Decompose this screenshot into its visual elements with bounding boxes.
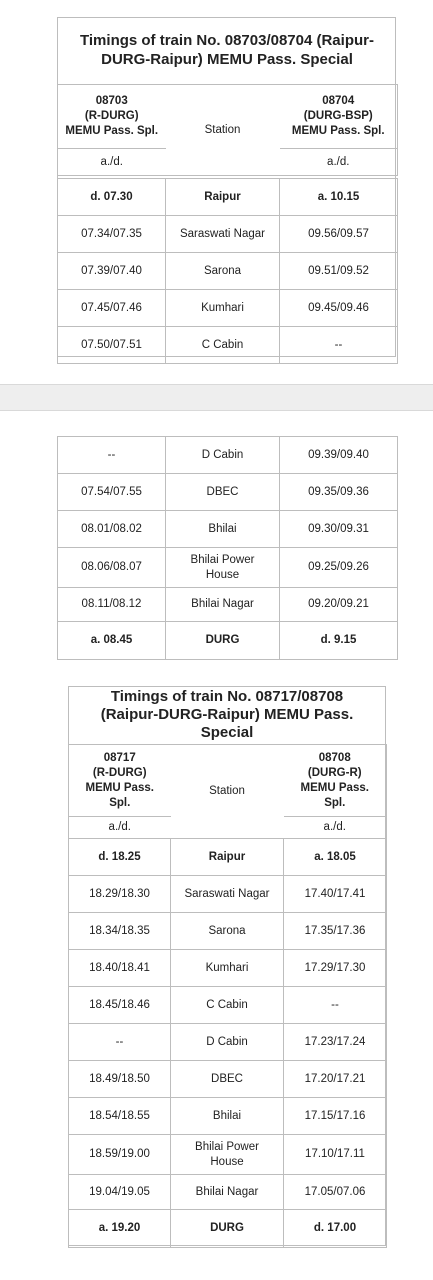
table-row: 18.29/18.30 Saraswati Nagar 17.40/17.41: [69, 876, 387, 913]
table-row: 07.54/07.55 DBEC 09.35/09.36: [58, 474, 398, 511]
header-train-up: 08703 (R-DURG) MEMU Pass. Spl.: [58, 85, 166, 149]
table-header-row: [58, 85, 398, 149]
subheader-ad-left: a./d.: [58, 149, 166, 176]
table-row: 07.34/07.35 Saraswati Nagar 09.56/09.57: [58, 216, 398, 253]
table-row: d. 07.30 Raipur a. 10.15: [58, 179, 398, 216]
timing-table-rows: [68, 838, 387, 1248]
section-title: Timings of train No. 08717/08708 (Raipur-DURG-Raipur) MEMU Pass. Special: [100, 688, 354, 741]
timing-table-rows: [57, 178, 398, 364]
header-train-down: 08708 (DURG-R) MEMU Pass. Spl.: [284, 745, 387, 817]
header-train-up: 08717 (R-DURG) MEMU Pass. Spl.: [69, 745, 171, 817]
subheader-ad-right: a./d.: [280, 149, 398, 176]
page-gap: [0, 384, 433, 410]
header-station: Station: [171, 745, 284, 839]
table-row: 18.40/18.41 Kumhari 17.29/17.30: [69, 950, 387, 987]
timetable-08703-08704: [57, 17, 397, 357]
timing-table: [68, 744, 387, 839]
table-row: 08.11/08.12 Bhilai Nagar 09.20/09.21: [58, 588, 398, 622]
table-row: 19.04/19.05 Bhilai Nagar 17.05/07.06: [69, 1175, 387, 1210]
page-gap-top-line: [0, 384, 433, 385]
table-row: a. 08.45 DURG d. 9.15: [58, 622, 398, 660]
header-train-down: 08704 (DURG-BSP) MEMU Pass. Spl.: [280, 85, 398, 149]
table-row: 08.01/08.02 Bhilai 09.30/09.31: [58, 511, 398, 548]
section-title: Timings of train No. 08703/08704 (Raipur- DURG-Raipur) MEMU Pass. Special: [80, 32, 374, 68]
table-row: a. 19.20 DURG d. 17.00: [69, 1210, 387, 1248]
table-row: 07.45/07.46 Kumhari 09.45/09.46: [58, 290, 398, 327]
table-row: 08.06/08.07 Bhilai Power House 09.25/09.26: [58, 548, 398, 588]
table-row: 18.59/19.00 Bhilai Power House 17.10/17.11: [69, 1135, 387, 1175]
page-gap-bottom-line: [0, 410, 433, 411]
table-header-row: [69, 745, 387, 817]
subheader-ad-left: a./d.: [69, 817, 171, 839]
table-row: 18.34/18.35 Sarona 17.35/17.36: [69, 913, 387, 950]
table-row: -- D Cabin 17.23/17.24: [69, 1024, 387, 1061]
table-row: d. 18.25 Raipur a. 18.05: [69, 839, 387, 876]
table-row: 18.49/18.50 DBEC 17.20/17.21: [69, 1061, 387, 1098]
timing-table-continued: [57, 436, 398, 660]
table-row: -- D Cabin 09.39/09.40: [58, 437, 398, 474]
table-row: 18.45/18.46 C Cabin --: [69, 987, 387, 1024]
table-row: 07.39/07.40 Sarona 09.51/09.52: [58, 253, 398, 290]
header-station: Station: [166, 85, 280, 176]
timetable-08717-08708: [68, 686, 386, 1246]
timing-table: [57, 84, 398, 176]
table-row: 07.50/07.51 C Cabin --: [58, 327, 398, 364]
subheader-ad-right: a./d.: [284, 817, 387, 839]
table-row: 18.54/18.55 Bhilai 17.15/17.16: [69, 1098, 387, 1135]
